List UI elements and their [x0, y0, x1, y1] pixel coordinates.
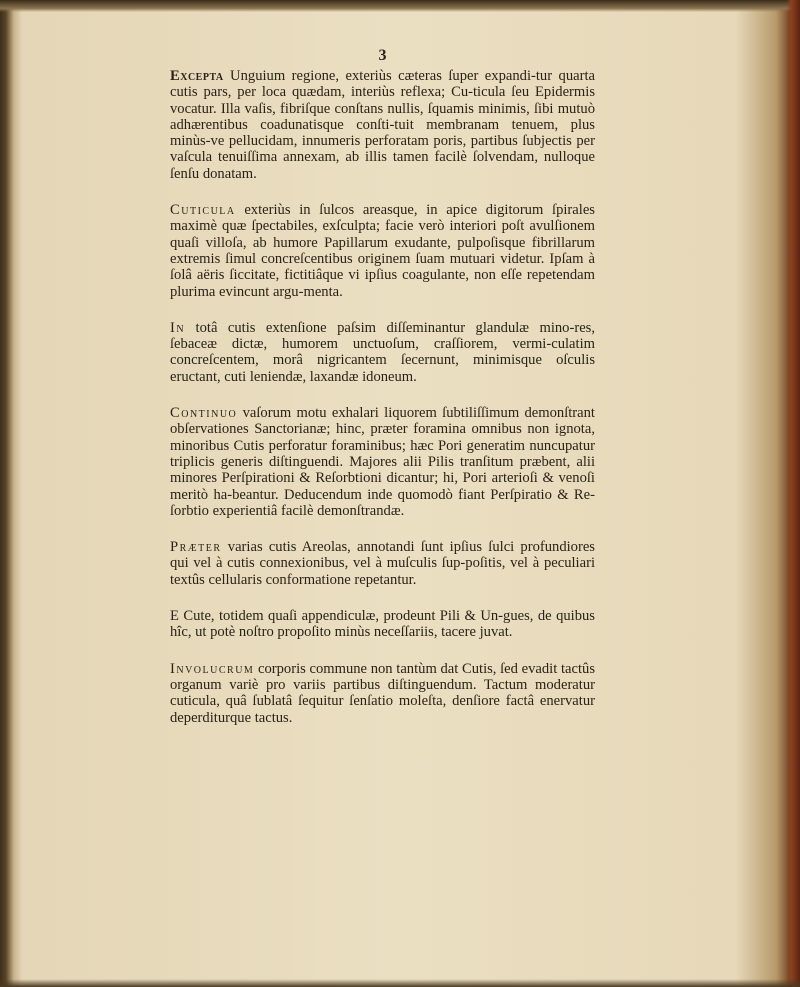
paragraph-involucrum [170, 661, 595, 726]
paragraph-text: corporis commune non tantùm dat Cutis, ſed evadit tactûs organum variè pro variis partibus diſtinguendum. Tactum moderatur cuticula, quâ ſublatâ ſequitur ſenſatio moleſta, denſiore factâ enervatur deperditurque tactus. [170, 660, 595, 726]
paragraph-lead: Excepta [170, 68, 224, 84]
paragraph-text: vaſorum motu exhalari liquorem ſubtiliſſimum demonſtrant obſervationes Sanctorianæ; hinc, præter foramina omnibus non ignota, minoribus Cutis perforatur foraminibus; hæc Pori generatim nuncupatur triplicis generis diſtinguendi. Majores alii Pilis tranſitum præbent, alii minores Perſpirationi & Reſorbtioni dicantur; hi, Pori arterioſi & venoſi meritò ha-beantur. Deducendum inde quomodò fiant Perſpiratio & Re-ſorbtio experientiâ facilè demonſtrandæ. [170, 405, 595, 519]
paragraph-e-cute [170, 608, 595, 641]
paragraph-continuo [170, 405, 595, 519]
paragraph-lead: Continuo [170, 405, 238, 422]
paragraph-text: totâ cutis extenſione paſsim diſſeminantur glandulæ mino-res, ſebaceæ dictæ, humorem unctuoſum, craſſiorem, vermi-culatim concreſcentem, morâ nigricantem ſecernunt, minimisque oſculis eructant, cuti leniendæ, laxandæ idoneum. [170, 319, 595, 385]
paragraph-text: E Cute, totidem quaſi appendiculæ, prodeunt Pili & Un-gues, de quibus hîc, ut potè noſtro propoſito minùs neceſſariis, tacere juvat. [170, 608, 595, 641]
paragraph-praeter [170, 539, 595, 588]
paragraph-cuticula [170, 202, 595, 300]
paragraph-in [170, 320, 595, 385]
paragraph-text: Unguium regione, exteriùs cæteras ſuper expandi-tur quarta cutis pars, per loca quædam, interiùs reflexa; Cu-ticula ſeu Epidermis vocatur. Illa vaſis, fibriſque conſtans nullis, ſquamis minimis, ſibi mutuò adhærentibus coadunatisque conſti-tuit membranam tenuem, plus minùs-ve pellucidam, innumeris perforatam poris, partibus ſubjectis per vaſcula tenuiſſima annexam, ab illis tamen facilè ſolvendam, nulloque ſenſu donatam. [170, 68, 595, 182]
paragraph-lead: Cuticula [170, 202, 236, 219]
page-top-edge [0, 0, 800, 12]
page-number: 3 [378, 47, 387, 64]
paragraph-lead: In [170, 319, 186, 336]
paragraph-lead: Involucrum [170, 660, 255, 677]
page-bottom-edge [0, 979, 800, 987]
paragraph-excepta [170, 68, 595, 182]
paragraph-text: exteriùs in ſulcos areasque, in apice digitorum ſpirales maximè quæ ſpectabiles, exſculpta; facie verò interiori poſt avulſionem quaſi villoſa, ab humore Papillarum exudante, pulpoſisque fibrillarum extremis ſimul concreſcentibus originem ſuam mutuari videtur. Ipſam à ſolâ aëris ſiccitate, fictitiâque vi ipſius coagulante, non eſſe repetendam plurima evincunt argu-menta. [170, 202, 595, 300]
page-text-block [170, 48, 595, 746]
book-binding-edge [786, 0, 800, 987]
paragraph-lead: Præter [170, 539, 222, 556]
paragraph-text: varias cutis Areolas, annotandi ſunt ipſius ſulci profundiores qui vel à cutis connexionibus, vel à muſculis ſup-poſitis, vel à peculiari textûs cellularis conformatione repetantur. [170, 539, 595, 588]
